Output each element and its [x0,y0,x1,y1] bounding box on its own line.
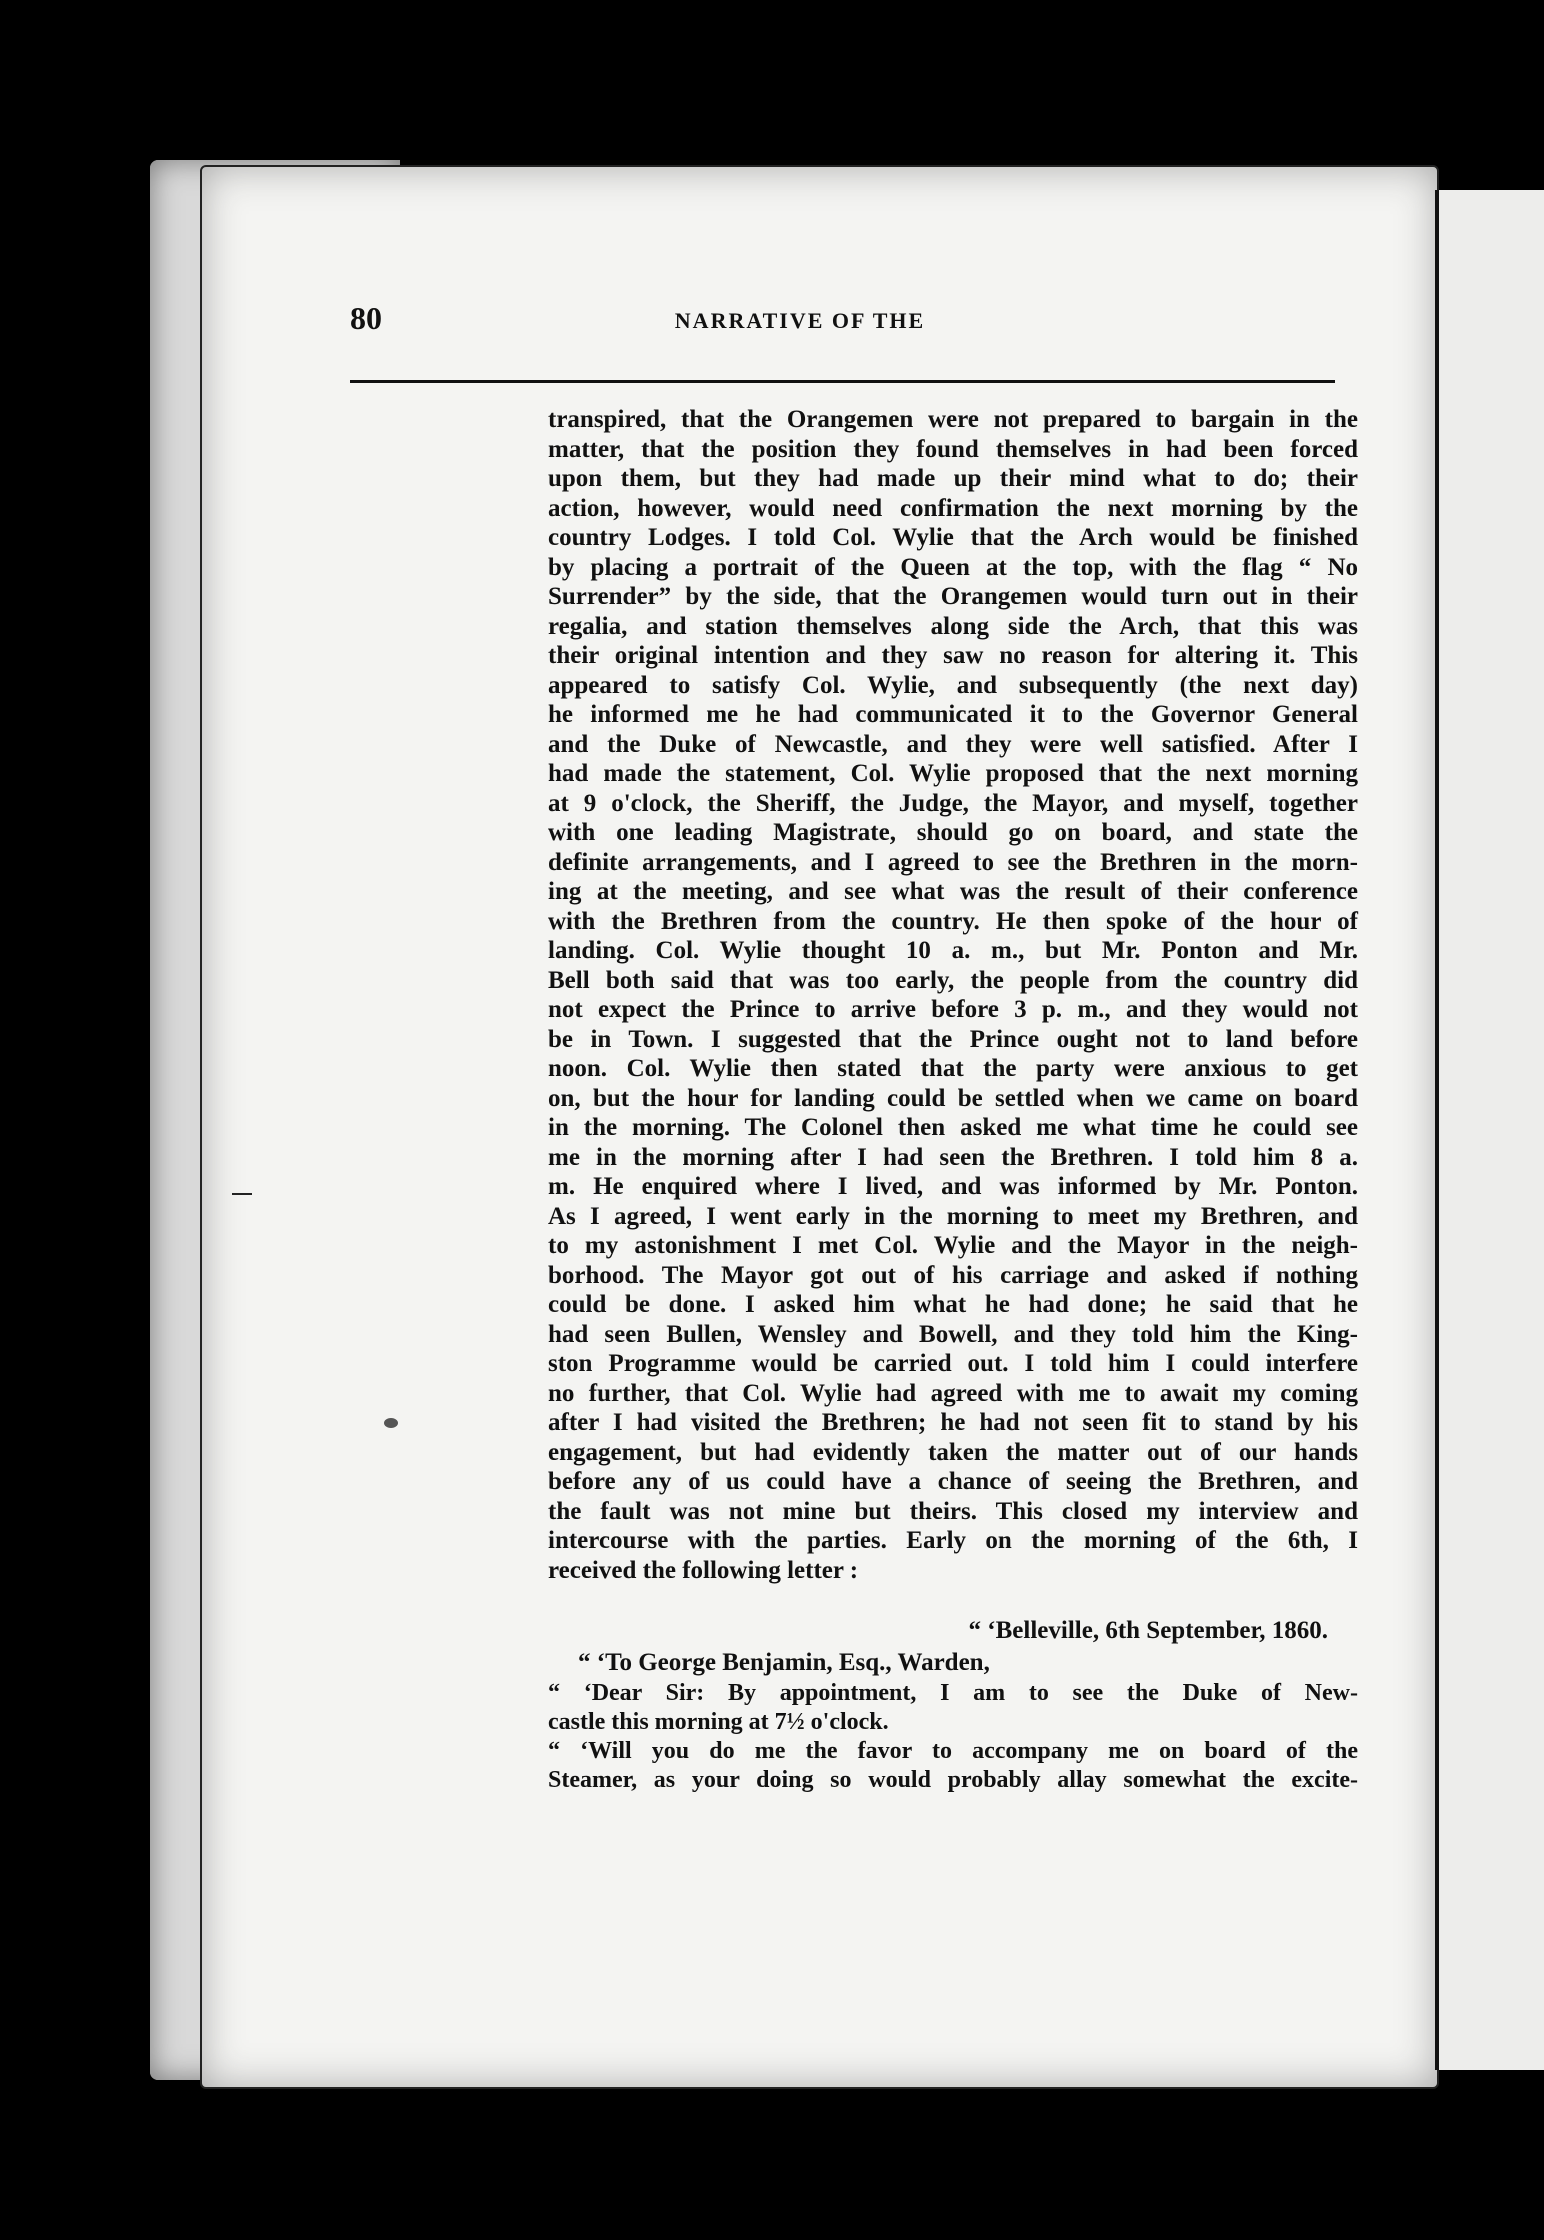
text-line: their original intention and they saw no reason for altering it. This [548,642,1358,669]
text-line: and the Duke of Newcastle, and they were well satisfied. After I [548,730,1358,758]
text-line: country Lodges. I told Col. Wylie that the Arch would be finished [548,524,1358,551]
letter-line: “ ‘Dear Sir: By appointment, I am to see the Duke of New- [548,1680,1358,1706]
text-line: had made the statement, Col. Wylie proposed that the next morning [548,760,1358,787]
text-line: be in Town. I suggested that the Prince ought not to land before [548,1025,1358,1053]
text-line: after I had visited the Brethren; he had not seen fit to stand by his [548,1409,1358,1436]
text-line: no further, that Col. Wylie had agreed with me to await my coming [548,1379,1358,1407]
text-line: As I agreed, I went early in the morning to meet my Brethren, and [548,1202,1358,1230]
text-line: on, but the hour for landing could be settled when we came on board [548,1084,1358,1112]
text-line: he informed me he had communicated it to the Governor General [548,701,1358,728]
ink-blot [384,1418,398,1428]
text-line: me in the morning after I had seen the Brethren. I told him 8 a. [548,1143,1358,1171]
text-line: transpired, that the Orangemen were not prepared to bargain in the [548,406,1358,433]
text-line: could be done. I asked him what he had done; he said that he [548,1291,1358,1318]
text-line: intercourse with the parties. Early on the morning of the 6th, I [548,1527,1358,1554]
body-text [548,405,1358,1795]
paragraph-gap [548,1585,1358,1615]
text-line: matter, that the position they found themselves in had been forced [548,435,1358,463]
text-line: borhood. The Mayor got out of his carriage and asked if nothing [548,1261,1358,1289]
margin-mark [232,1193,252,1195]
text-line: upon them, but they had made up their mind what to do; their [548,465,1358,492]
text-line: the fault was not mine but theirs. This closed my interview and [548,1497,1358,1525]
text-line: at 9 o'clock, the Sheriff, the Judge, the Mayor, and myself, together [548,789,1358,817]
letter-line: “ ‘Will you do me the favor to accompany me on board of the [548,1738,1358,1764]
text-line: had seen Bullen, Wensley and Bowell, and they told him the King- [548,1320,1358,1348]
text-line: Bell both said that was too early, the people from the country did [548,966,1358,994]
text-line: landing. Col. Wylie thought 10 a. m., but Mr. Ponton and Mr. [548,937,1358,964]
text-line: definite arrangements, and I agreed to see the Brethren in the morn- [548,848,1358,876]
header-rule [350,380,1335,383]
text-line: action, however, would need confirmation the next morning by the [548,494,1358,522]
letter-salutation: “ ‘To George Benjamin, Esq., Warden, [578,1649,990,1676]
text-line: ston Programme would be carried out. I told him I could interfere [548,1350,1358,1377]
letter-dateline: “ ‘Belleville, 6th September, 1860. [968,1617,1328,1644]
running-head: NARRATIVE OF THE [674,308,926,333]
text-line: with one leading Magistrate, should go on board, and state the [548,819,1358,846]
text-line: before any of us could have a chance of seeing the Brethren, and [548,1468,1358,1495]
text-line: ing at the meeting, and see what was the result of their conference [548,878,1358,905]
letter-line: Steamer, as your doing so would probably allay somewhat the excite- [548,1767,1358,1793]
text-line: to my astonishment I met Col. Wylie and the Mayor in the neigh- [548,1232,1358,1259]
letter-line: castle this morning at 7½ o'clock. [548,1709,889,1735]
page-number: 80 [350,300,382,336]
text-line: Surrender” by the side, that the Orangemen would turn out in their [548,583,1358,610]
text-line: in the morning. The Colonel then asked me what time he could see [548,1114,1358,1141]
text-line: with the Brethren from the country. He then spoke of the hour of [548,907,1358,935]
text-line: m. He enquired where I lived, and was informed by Mr. Ponton. [548,1173,1358,1200]
text-line: noon. Col. Wylie then stated that the party were anxious to get [548,1055,1358,1082]
text-line: engagement, but had evidently taken the matter out of our hands [548,1438,1358,1466]
facing-page-edge [1435,190,1544,2070]
text-line: received the following letter : [548,1556,859,1584]
page-header [350,300,1340,340]
text-line: by placing a portrait of the Queen at the top, with the flag “ No [548,553,1358,581]
text-line: regalia, and station themselves along side the Arch, that this was [548,612,1358,640]
text-line: not expect the Prince to arrive before 3 p. m., and they would not [548,996,1358,1023]
text-line: appeared to satisfy Col. Wylie, and subsequently (the next day) [548,671,1358,699]
